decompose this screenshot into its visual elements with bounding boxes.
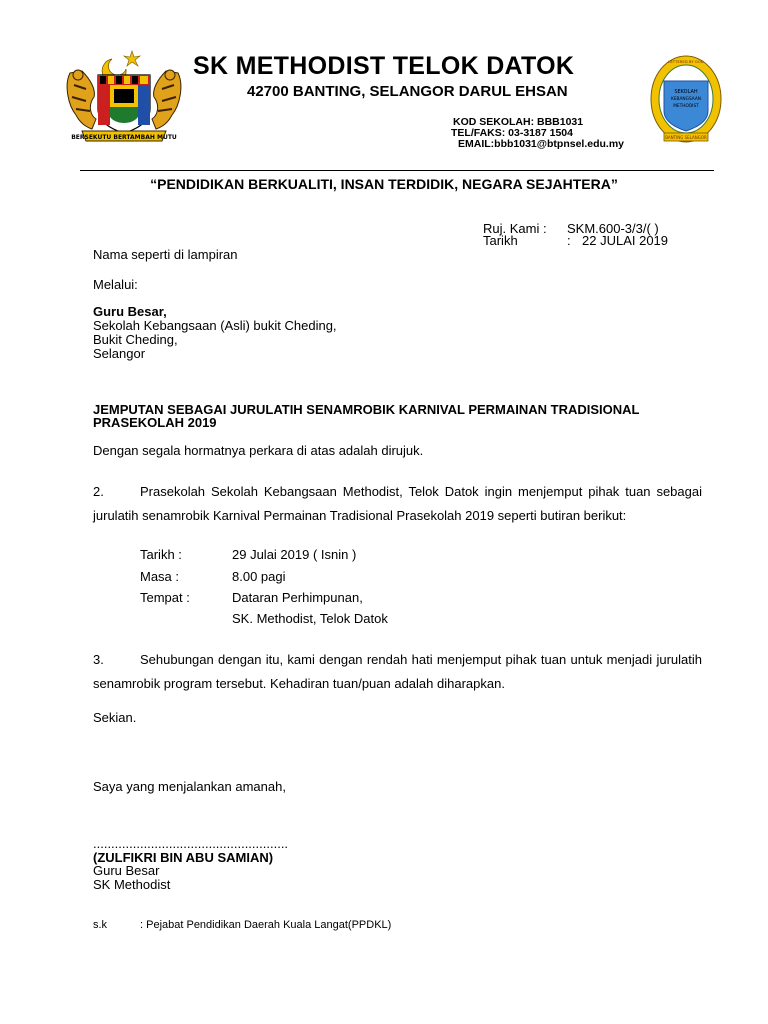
ref-value: SKM.600-3/3/( ) [567, 221, 659, 236]
date-colon: : [567, 233, 571, 248]
recipient-title: Guru Besar, [93, 304, 167, 319]
via-label: Melalui: [93, 277, 138, 292]
signature-dots: ...................................................... [93, 836, 289, 851]
badge-bottom-text: BANTING SELANGOR [665, 135, 707, 140]
school-address: 42700 BANTING, SELANGOR DARUL EHSAN [247, 83, 568, 100]
recipient-address-line: Selangor [93, 346, 146, 361]
school-code: KOD SEKOLAH: BBB1031 [453, 116, 584, 128]
paragraph-2-number: 2. [93, 484, 104, 499]
detail-label-time: Masa : [140, 569, 180, 584]
amanah-line: Saya yang menjalankan amanah, [93, 779, 286, 794]
detail-value-time: 8.00 pagi [232, 569, 286, 584]
closing-line: Sekian. [93, 710, 137, 725]
header-divider [80, 170, 714, 171]
date-value: 22 JULAI 2019 [582, 233, 669, 248]
detail-value-date: 29 Julai 2019 ( Isnin ) [232, 547, 357, 562]
recipient-address-line: Sekolah Kebangsaan (Asli) bukit Cheding, [93, 318, 337, 333]
detail-value-place: Dataran Perhimpunan, [232, 590, 363, 605]
signatory-school: SK Methodist [93, 877, 171, 892]
tel-fax: TEL/FAKS: 03-3187 1504 [451, 127, 573, 139]
paragraph-2-text: Prasekolah Sekolah Kebangsaan Methodist, Telok Datok ingin menjemput pihak tuan sebagai jurulatih senamrobik Karnival Permainan Tradisional Prasekolah 2019 seperti butiran berikut: [93, 484, 702, 523]
coat-of-arms-logo [60, 45, 188, 145]
signatory-position: Guru Besar [93, 863, 160, 878]
cc-label: s.k [93, 919, 108, 931]
recipient-name: Nama seperti di lampiran [93, 247, 238, 262]
signatory-name: (ZULFIKRI BIN ABU SAMIAN) [93, 850, 274, 865]
recipient-address-line: Bukit Cheding, [93, 332, 178, 347]
school-badge-logo [650, 55, 722, 143]
subject-line-1: JEMPUTAN SEBAGAI JURULATIH SENAMROBIK KARNIVAL PERMAINAN TRADISIONAL [93, 402, 640, 417]
badge-top-text: LETTERED BY GOD [668, 59, 704, 64]
paragraph-3-text: Sehubungan dengan itu, kami dengan rendah hati menjemput pihak tuan untuk menjadi jurulatih senamrobik program tersebut. Kehadiran tuan/puan adalah diharapkan. [93, 652, 702, 691]
ref-label: Ruj. Kami : [483, 221, 547, 236]
paragraph-3-number: 3. [93, 652, 104, 667]
school-name: SK METHODIST TELOK DATOK [193, 52, 575, 80]
badge-line-3: METHODIST [673, 104, 699, 109]
motto: “PENDIDIKAN BERKUALITI, INSAN TERDIDIK, NEGARA SEJAHTERA” [150, 176, 618, 192]
paragraph-2 [93, 480, 702, 528]
detail-value-place-2: SK. Methodist, Telok Datok [232, 611, 388, 626]
crest-banner-text: BERSEKUTU BERTAMBAH MUTU [71, 134, 177, 141]
paragraph-3 [93, 648, 702, 696]
date-label: Tarikh [483, 233, 518, 248]
detail-label-date: Tarikh : [140, 547, 182, 562]
subject-line-2: PRASEKOLAH 2019 [93, 415, 217, 430]
cc-value: : Pejabat Pendidikan Daerah Kuala Langat(PPDKL) [140, 919, 392, 931]
badge-line-1: SEKOLAH [674, 89, 698, 95]
opening-line: Dengan segala hormatnya perkara di atas adalah dirujuk. [93, 443, 424, 458]
email: EMAIL:bbb1031@btpnsel.edu.my [458, 138, 625, 150]
badge-line-2: KEBANGSAAN [671, 97, 701, 102]
detail-label-place: Tempat : [140, 590, 190, 605]
